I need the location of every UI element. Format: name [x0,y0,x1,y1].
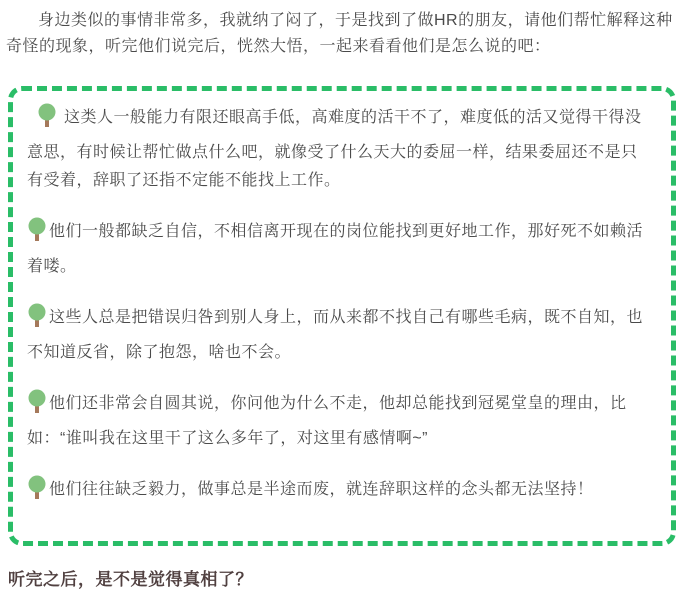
list-item-text: 他们一般都缺乏自信，不相信离开现在的岗位能找到更好地工作，那好死不如赖活着喽。 [27,223,644,275]
tree-icon [27,303,47,339]
list-item [27,303,643,367]
tree-icon [27,475,47,511]
list-item-text: 这些人总是把错误归咎到别人身上，而从来都不找自己有哪些毛病，既不自知，也不知道反省，除了抱怨，啥也不会。 [27,309,644,361]
list-item [27,475,643,511]
list-item-text: 这类人一般能力有限还眼高手低，高难度的活干不了，难度低的活又觉得干得没意思，有时候让帮忙做点什么吧，就像受了什么天大的委屈一样，结果委屈还不是只有受着，辞职了还指不定能不能找上工作。 [27,109,642,189]
intro-paragraph: 身边类似的事情非常多，我就纳了闷了，于是找到了做HR的朋友，请他们帮忙解释这种奇怪的现象，听完他们说完后，恍然大悟，一起来看看他们是怎么说的吧： [6,12,673,55]
tree-icon [27,389,47,425]
tree-icon [27,217,47,253]
outro-heading: 听完之后，是不是觉得真相了？ [8,570,253,589]
list-item [27,389,643,453]
list-item-text: 他们还非常会自圆其说，你问他为什么不走，他却总能找到冠冕堂皇的理由，比如：“谁叫我在这里干了这么多年了，对这里有感情啊~” [27,395,627,447]
list-item-text: 他们往往缺乏毅力，做事总是半途而废，就连辞职这样的念头都无法坚持！ [49,481,594,498]
quote-box [8,86,676,546]
list-item [27,103,643,195]
list-item [27,217,643,281]
tree-icon [37,103,57,139]
